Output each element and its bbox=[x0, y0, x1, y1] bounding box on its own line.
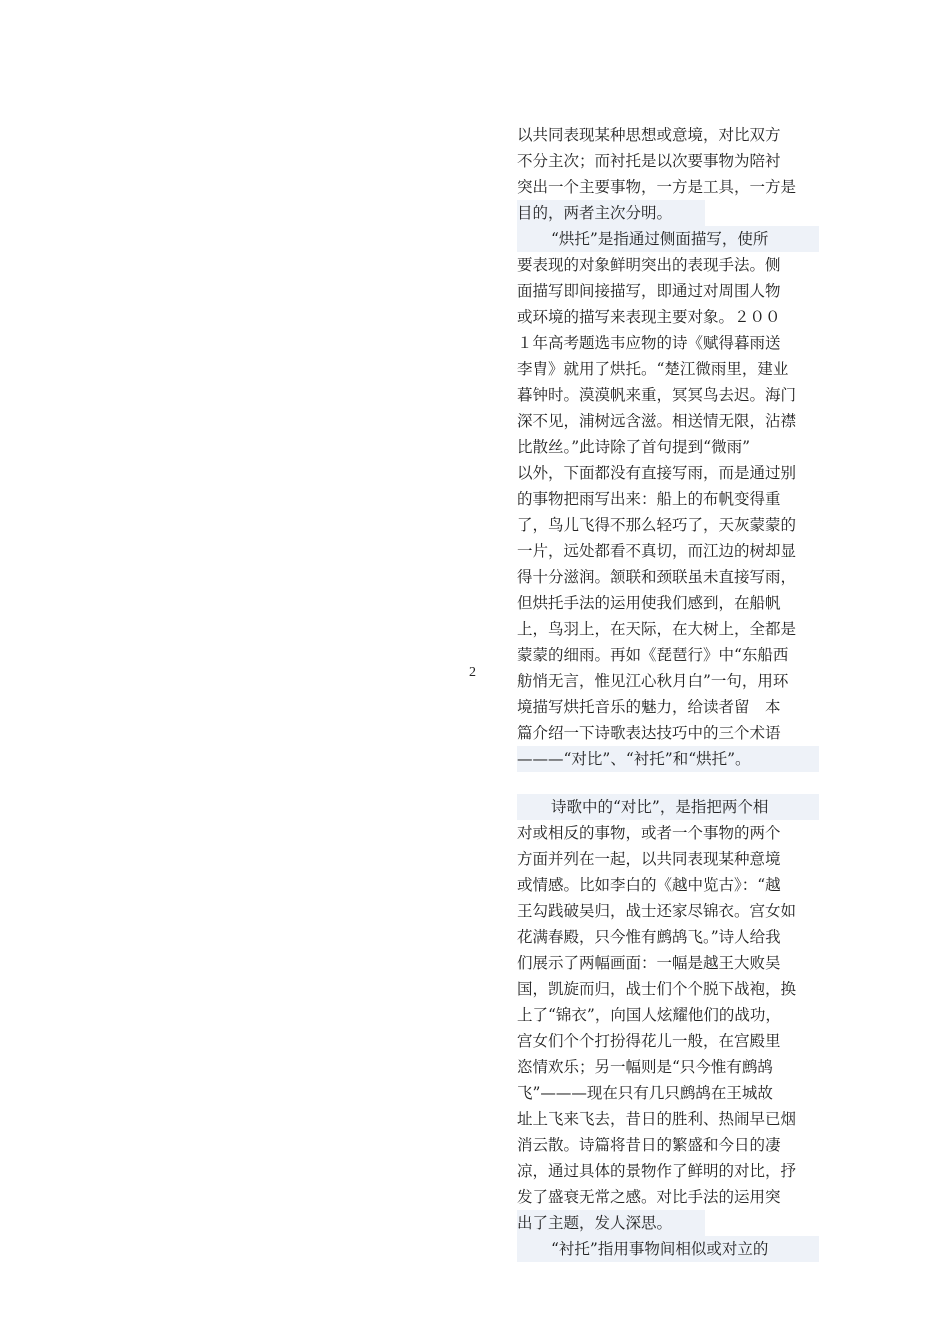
text-line: 宫女们个个打扮得花儿一般，在宫殿里 bbox=[517, 1032, 781, 1050]
text-line: 或环境的描写来表现主要对象。２００ bbox=[517, 308, 781, 326]
text-line: 以共同表现某种思想或意境，对比双方 bbox=[517, 126, 781, 144]
text-line: 不分主次；而衬托是以次要事物为陪衬 bbox=[517, 152, 781, 170]
paragraph-gap bbox=[517, 772, 819, 794]
text-line: 深不见，浦树远含滋。相送情无限，沾襟 bbox=[517, 412, 797, 430]
text-line: 蒙蒙的细雨。再如《琵琶行》中“东船西 bbox=[517, 646, 789, 664]
text-line: 一片，远处都看不真切，而江边的树却显 bbox=[517, 542, 797, 560]
text-line: 暮钟时。漠漠帆来重，冥冥鸟去迟。海门 bbox=[517, 386, 797, 404]
text-line: 消云散。诗篇将昔日的繁盛和今日的凄 bbox=[517, 1136, 781, 1154]
text-line: 比散丝。”此诗除了首句提到“微雨” bbox=[517, 438, 751, 456]
text-line: 凉，通过具体的景物作了鲜明的对比，抒 bbox=[517, 1162, 797, 1180]
text-line: 目的，两者主次分明。 bbox=[517, 200, 811, 226]
text-line: 恣情欢乐；另一幅则是“只今惟有鹧鸪 bbox=[517, 1058, 773, 1076]
text-line: 篇介绍一下诗歌表达技巧中的三个术语 bbox=[517, 724, 781, 742]
text-line: 或情感。比如李白的《越中览古》：“越 bbox=[517, 876, 781, 894]
text-line: 上了“锦衣”，向国人炫耀他们的战功， bbox=[517, 1006, 781, 1024]
text-line: ———“对比”、“衬托”和“烘托”。 bbox=[517, 746, 819, 772]
text-line: １年高考题选韦应物的诗《赋得暮雨送 bbox=[517, 334, 781, 352]
text-line: 面描写即间接描写，即通过对周围人物 bbox=[517, 282, 781, 300]
text-line: 境描写烘托音乐的魅力，给读者留 本 bbox=[517, 698, 781, 716]
text-line: 舫悄无言，惟见江心秋月白”一句，用环 bbox=[517, 672, 789, 690]
text-line: 们展示了两幅画面：一幅是越王大败吴 bbox=[517, 954, 781, 972]
text-line: 突出一个主要事物，一方是工具，一方是 bbox=[517, 178, 797, 196]
text-line: 以外，下面都没有直接写雨，而是通过别 bbox=[517, 464, 797, 482]
text-line: 发了盛衰无常之感。对比手法的运用突 bbox=[517, 1188, 781, 1206]
text-line: 飞”———现在只有几只鹧鸪在王城故 bbox=[517, 1084, 773, 1102]
text-line: 得十分滋润。颔联和颈联虽未直接写雨， bbox=[517, 568, 797, 586]
text-line: 要表现的对象鲜明突出的表现手法。侧 bbox=[517, 256, 781, 274]
text-line: 国，凯旋而归，战士们个个脱下战袍，换 bbox=[517, 980, 797, 998]
paragraph-start-line: 诗歌中的“对比”，是指把两个相 bbox=[517, 794, 819, 820]
text-line: 但烘托手法的运用使我们感到，在船帆 bbox=[517, 594, 781, 612]
text-line: 李胄》就用了烘托。“楚江微雨里，建业 bbox=[517, 360, 789, 378]
text-line: 址上飞来飞去，昔日的胜利、热闹早已烟 bbox=[517, 1110, 797, 1128]
paragraph-start-line: “衬托”指用事物间相似或对立的 bbox=[517, 1236, 819, 1262]
paragraph-start-line: “烘托”是指通过侧面描写，使所 bbox=[517, 226, 819, 252]
text-line: 王勾践破吴归，战士还家尽锦衣。宫女如 bbox=[517, 902, 797, 920]
text-line: 上，鸟羽上，在天际，在大树上，全都是 bbox=[517, 620, 797, 638]
text-line: 对或相反的事物，或者一个事物的两个 bbox=[517, 824, 781, 842]
text-line: 出了主题，发人深思。 bbox=[517, 1210, 811, 1236]
text-line: 的事物把雨写出来：船上的布帆变得重 bbox=[517, 490, 781, 508]
text-column bbox=[517, 122, 819, 1262]
page-number: 2 bbox=[469, 665, 476, 680]
text-line: 方面并列在一起，以共同表现某种意境 bbox=[517, 850, 781, 868]
text-line: 花满春殿，只今惟有鹧鸪飞。”诗人给我 bbox=[517, 928, 781, 946]
text-line: 了，鸟儿飞得不那么轻巧了，天灰蒙蒙的 bbox=[517, 516, 797, 534]
